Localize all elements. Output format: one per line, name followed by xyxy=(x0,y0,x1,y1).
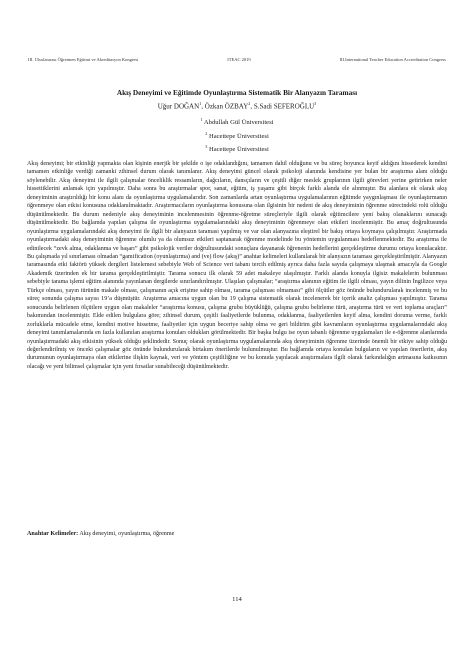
abstract xyxy=(27,160,447,371)
affiliation xyxy=(0,131,474,140)
affiliation xyxy=(0,144,474,153)
keywords-label: Anahtar Kelimeler: xyxy=(27,531,79,537)
abstract-text: Akış deneyimi; bir etkinliği yapmakta olan kişinin enerjik bir şekilde o işe odaklandığını, tamamen dahil olduğunu ve bu süreç boyunca keyif aldığını hissederek kendini tamamen etkinliğe verdiği zamanki zihinsel durum olarak tanımlanır. Akış deneyimi güncel olarak psikoloji alanında kendisine yer bulan bir araştırma alanı olduğu söylenebilir. Akış deneyimi ile ilgili çalışmalar önceliklik ressamların, dağcıların, dansçıların ve çeşitli diğer meslek gruplarının ilgili görevleri yerine getirirken neler hissettiklerini anlamak için yapılmıştır. Daha sonra bu araştırmalar spor, sanat, eğitim, iş yaşamı gibi birçok farklı alanda ele alınmıştır. Bu alanlara ek olarak akış deneyiminin araştırıldığı bir konu alanı da oyunlaştırma uygulamalarıdır. Son zamanlarda artan oyunlaştırma uygulamalarının eğitimde yaygınlaşması ile oyunlaştırmanın öğrenmeye olan etkisi konusuna odaklanılmaktadır. Araştırmacıların oyunlaştırma konusuna olan ilgisinin bir nedeni de akış deneyiminin öğrenme sürecindeki rolü olduğu düşünülmektedir. Bu durum nedeniyle akış deneyiminin incelenmesinin öğrenme-öğretme süreçleriyle ilgili olarak eğitimcilere yeni bakış olanaklarını sunacağı düşünülmektedir. Bu bağlamda yapılan çalışma ile oyunlaştırma uygulamalarındaki akış deneyiminin öğrenmeye olan etkileri incelenmiştir. Bu amaç doğrultusunda oyunlaştırma uygulamalarındaki akış deneyimi ile ilgili bir alanyazın taraması yapılmış ve var olan alanyazına eleştirel bir bakış ortaya koymaya çalışılmıştır. Araştırmada oyunlaştırmadaki akış deneyiminin öğrenme olumlu ya da olumsuz etkileri saptanarak öğrenme modelinde bu yöntemin uygulanması hedeflenmektedir. Bu araştırma ile edinilecek “zevk alma, odaklanma ve başarı” gibi psikolojik veriler doğrultusundaki sonuçlara dayanarak öğrenenin hedeflerini gerçekleştirme durumu ortaya konulacaktır. Bu çalışmada yıl sınırlaması olmadan “gamification (oyunlaştırma) and (ve) flow (akış)” anahtar kelimeleri kullanılarak bir alanyazın taraması gerçekleştirilmiştir. Alanyazın taramasında etki faktörü yüksek dergileri listelemesi sebebiyle Web of Science veri tabanı tercih edilmiş ayrıca daha fazla sayıda çalışmaya ulaşmak amacıyla da Google Akademik üzerinden ek bir tarama gerçekleştirilmiştir. Tarama sonucu ilk olarak 59 adet makaleye ulaşılmıştır. Farklı alanda konuyla ilgisiz makalelerin bulunması sebebiyle tarama işlemi eğitim alanında yayınlanan dergilerde sınırlandırılmıştır. Ulaşılan çalışmalar; “araştırma alanının eğitim ile ilgili olması, yayın dilinin İngilizce veya Türkçe olması, yayın türünün makale olması, çalışmanın açık erişime sahip olması, tarama çalışması olmaması” gibi ölçütler göz önünde bulundurularak incelenmiş ve bu süreç sonunda çalışma sayısı 19’a düşmüştür. Araştırma amacına uygun olan bu 19 çalışma sistematik olarak incelenerek bir içerik analiz çalışması yapılmıştır. Tarama sonucunda belirlenen ölçütlere uygun olan makaleler “araştırma konusu, çalışma grubu büyüklüğü, çalışma grubu belirleme türü, araştırma türü ve veri toplama araçları” bakımından incelenmiştir. Elde edilen bulgulara göre; zihinsel durum, çeşitli faaliyetlerde bulunma, odaklanma, faaliyetlerden keyif alma, kendini doruma verme, farklı zorluklarla mücadele etme, kendini motive hissetme, faaliyetler için uygun beceriye sahip olma ve geri bildirim gibi kavramların oyunlaştırma uygulamalarındaki akış deneyimi tanımlamalarında en fazla kullanılan araştırma konuları oldukları görülmektedir. Bir başka bulgu ise oyun tabanlı öğrenme uygulamaları ile e-öğrenme alanlarında oyunlaştırmadaki akış etkisinin yüksek olduğu şeklindedir. Sonuç olarak oyunlaştırma uygulamalarında akış deneyiminin öğrenme üzerinde önemli bir etkiye sahip olduğu değerlendirilmiş ve önceki çalışmalar göz önünde bulundurularak birtakım önerilerde bulunulmuştur. Bu bağlamda ortaya konulan bulguların ve yapılan önerilerin, akış durumunun oyunlaştırmaya olan etkilerine ilişkin kaynak, veri ve yöntem çeşitliliğine ve bu konuda yapılacak araştırmalara ilgili olarak farkındalığın artmasına katkısının olacağı ve yeni bilimsel çalışmalar için yeni fırsatlar sunabileceği düşünülmektedir. xyxy=(27,161,447,370)
header-right: III.International Teacher Education Accreditation Congress xyxy=(339,57,446,62)
author-sup: 3 xyxy=(314,101,317,106)
author-name: S.Sadi SEFEROĞLU xyxy=(253,102,315,111)
author-name: Uğur DOĞAN xyxy=(157,102,200,111)
header-center: ITEAC 2019 xyxy=(227,57,251,62)
affiliation-sup: 2 xyxy=(205,131,208,136)
affiliation-text: Hacettepe Üniversitesi xyxy=(208,146,269,154)
author-name: Özkan ÖZBAY xyxy=(204,102,249,111)
affiliation-sup: 3 xyxy=(205,144,208,149)
affiliation-text: Abdullah Gül Üniversitesi xyxy=(203,119,274,127)
author-sup: 2 xyxy=(248,101,251,106)
header-left: III. Uluslararası Öğretmen Eğitimi ve Akreditasyon Kongresi xyxy=(28,57,139,62)
author-sup: 1 xyxy=(199,101,202,106)
running-header xyxy=(28,57,446,62)
affiliation-sup: 1 xyxy=(200,117,203,122)
affiliation xyxy=(0,117,474,126)
author-line: Uğur DOĞAN$^1$, Özkan ÖZBAY$^2$, S.Sadi SEFEROĞLU$^3$ xyxy=(157,101,317,111)
keywords xyxy=(27,531,447,537)
page-number: 114 xyxy=(232,596,242,603)
affiliation-text: Hacettepe Üniversitesi xyxy=(208,133,269,141)
keywords-text: Akış deneyimi, oyunlaştırma, öğrenme xyxy=(79,531,175,537)
paper-title: Akış Deneyimi ve Eğitimde Oyunlaştırma Sistematik Bir Alanyazın Taraması xyxy=(116,88,358,97)
